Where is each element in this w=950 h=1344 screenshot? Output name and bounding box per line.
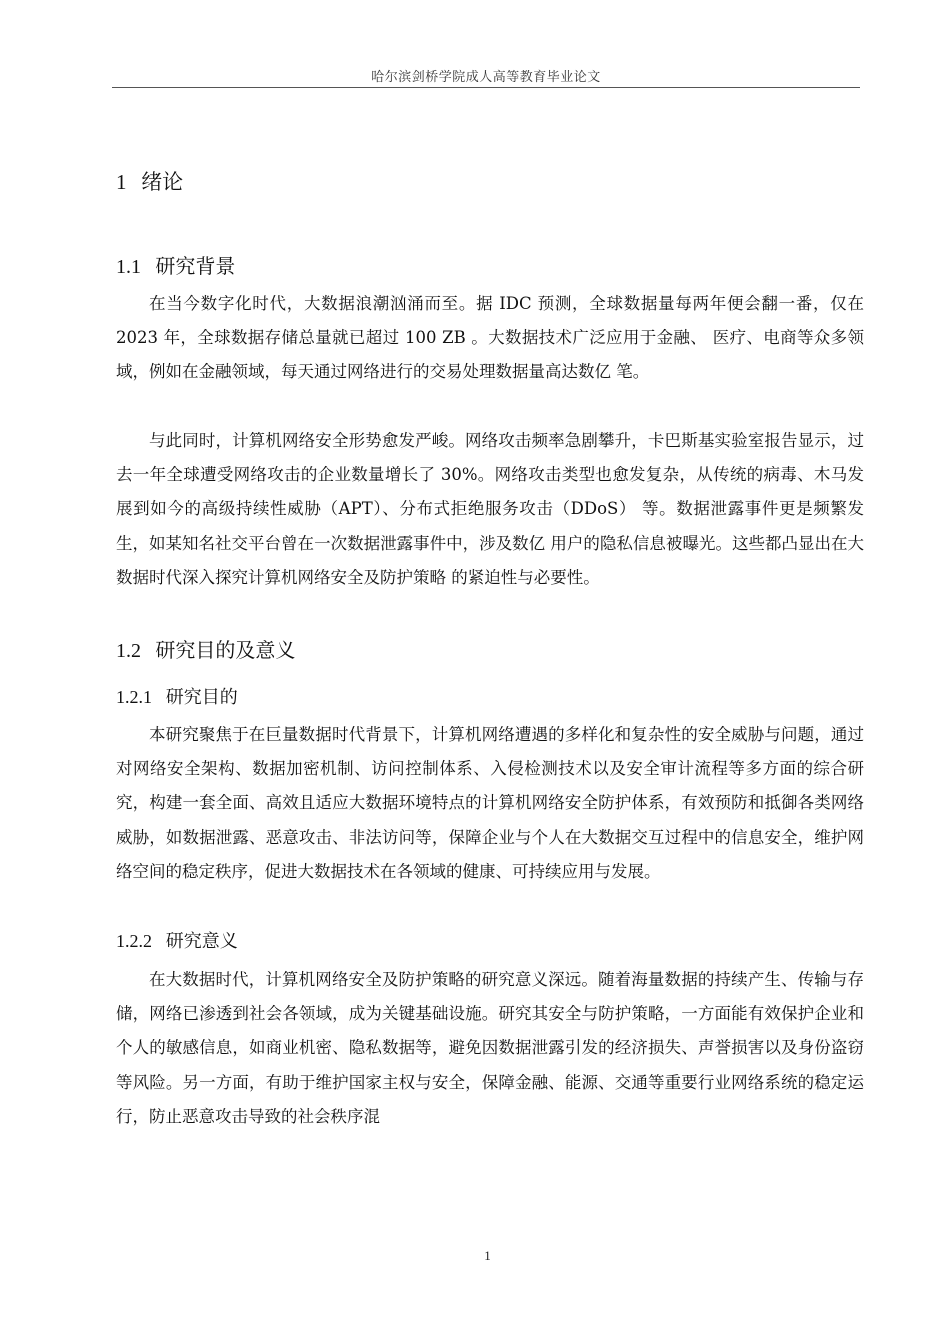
page-header: 哈尔滨剑桥学院成人高等教育毕业论文	[371, 70, 601, 85]
section-title: 研究目的及意义	[155, 638, 296, 662]
subsection-heading-1-2-1	[116, 683, 238, 709]
section-title: 研究背景	[155, 254, 236, 278]
section-number: 1.1	[116, 256, 141, 278]
subsection-title: 研究目的	[165, 687, 238, 708]
paragraph-significance: 在大数据时代，计算机网络安全及防护策略的研究意义深远。随着海量数据的持续产生、传输与存储，网络已渗透到社会各领域，成为关键基础设施。研究其安全与防护策略，一方面能有效保护企业和个人的敏感信息，如商业机密、隐私数据等，避免因数据泄露引发的经济损失、声誉损害以及身份盗窃等风险。另一方面，有助于维护国家主权与安全，保障金融、能源、交通等重要行业网络系统的稳定运行，防止恶意攻击导致的社会秩序混	[116, 970, 864, 1126]
subsection-number: 1.2.1	[116, 687, 152, 707]
section-heading-1-1	[116, 250, 235, 279]
paragraph-purpose: 本研究聚焦于在巨量数据时代背景下，计算机网络遭遇的多样化和复杂性的安全威胁与问题，通过对网络安全架构、数据加密机制、访问控制体系、入侵检测技术以及安全审计流程等多方面的综合研究，构建一套全面、高效且适应大数据环境特点的计算机网络安全防护体系，有效预防和抵御各类网络威胁，如数据泄露、恶意攻击、非法访问等，保障企业与个人在大数据交互过程中的信息安全，维护网络空间的稳定秩序，促进大数据技术在各领域的健康、可持续应用与发展。	[116, 725, 864, 881]
paragraph-background-1: 在当今数字化时代，大数据浪潮汹涌而至。据 IDC 预测，全球数据量每两年便会翻一番，仅在 2023 年，全球数据存储总量就已超过 100 ZB 。大数据技术广泛应用于金融、 医疗、电商等众多领域，例如在金融领域，每天通过网络进行的交易处理数据量高达数亿 笔。	[116, 294, 864, 382]
section-heading-1-2	[116, 634, 295, 663]
chapter-title: 绪论	[141, 170, 184, 194]
subsection-number: 1.2.2	[116, 931, 152, 951]
paragraph-background-2: 与此同时，计算机网络安全形势愈发严峻。网络攻击频率急剧攀升，卡巴斯基实验室报告显示，过去一年全球遭受网络攻击的企业数量增长了 30%。网络攻击类型也愈发复杂，从传统的病毒、木马发展到如今的高级持续性威胁（APT）、分布式拒绝服务攻击（DDoS） 等。数据泄露事件更是频繁发生，如某知名社交平台曾在一次数据泄露事件中，涉及数亿 用户的隐私信息被曝光。这些都凸显出在大数据时代深入探究计算机网络安全及防护策略 的紧迫性与必要性。	[116, 431, 864, 587]
section-number: 1.2	[116, 640, 141, 662]
subsection-heading-1-2-2	[116, 927, 238, 953]
chapter-number: 1	[116, 170, 127, 194]
page-number: 1	[484, 1248, 491, 1263]
header-divider	[112, 87, 860, 88]
chapter-heading	[116, 166, 183, 196]
subsection-title: 研究意义	[165, 931, 238, 952]
